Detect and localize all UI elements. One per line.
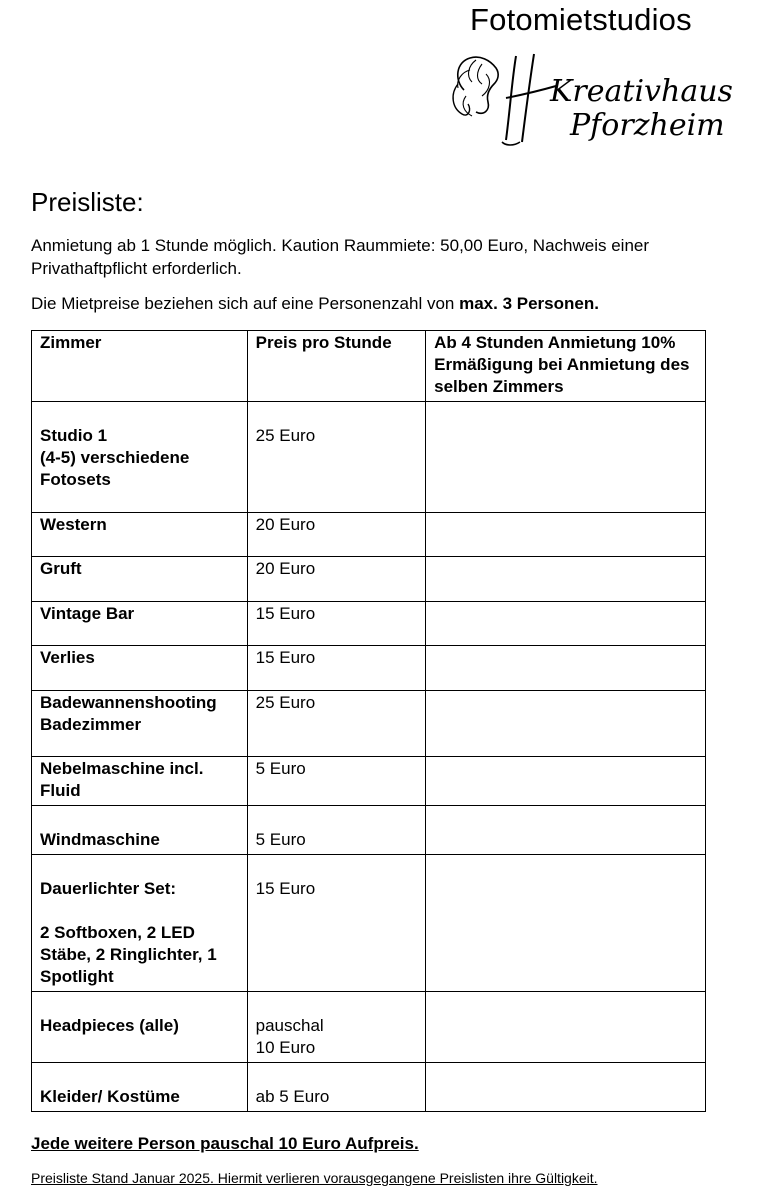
price-cell: 20 Euro — [247, 513, 426, 557]
logo-title: Fotomietstudios — [470, 2, 692, 37]
discount-cell — [426, 557, 706, 602]
discount-cell — [426, 513, 706, 557]
logo-script-kreativhaus: Kreativhaus — [550, 74, 733, 109]
persons-note-bold: max. 3 Personen. — [459, 294, 599, 313]
price-cell: 15 Euro — [247, 646, 426, 691]
price-table — [31, 330, 706, 1112]
table-row — [32, 855, 706, 992]
validity-note: Preisliste Stand Januar 2025. Hiermit verlieren vorausgegangene Preislisten ihre Gültigkeit. — [31, 1170, 598, 1186]
room-cell: Western — [32, 513, 248, 557]
page-title: Preisliste: — [31, 187, 144, 217]
discount-cell — [426, 1063, 706, 1112]
header-room: Zimmer — [32, 331, 248, 402]
price-cell: ab 5 Euro — [247, 1063, 426, 1112]
room-cell: Dauerlichter Set: 2 Softboxen, 2 LED Stäbe, 2 Ringlichter, 1 Spotlight — [32, 855, 248, 992]
room-cell: Kleider/ Kostüme — [32, 1063, 248, 1112]
table-row — [32, 992, 706, 1063]
price-cell: 25 Euro — [247, 691, 426, 757]
room-cell: Studio 1 (4-5) verschiedene Fotosets — [32, 402, 248, 513]
room-cell: Gruft — [32, 557, 248, 602]
discount-cell — [426, 402, 706, 513]
table-row — [32, 602, 706, 646]
table-row — [32, 806, 706, 855]
price-cell: 15 Euro — [247, 602, 426, 646]
discount-cell — [426, 855, 706, 992]
price-cell: 5 Euro — [247, 806, 426, 855]
table-row — [32, 402, 706, 513]
table-row — [32, 646, 706, 691]
discount-cell — [426, 646, 706, 691]
discount-cell — [426, 691, 706, 757]
table-row — [32, 757, 706, 806]
discount-cell — [426, 602, 706, 646]
header-discount: Ab 4 Stunden Anmietung 10% Ermäßigung bei Anmietung des selben Zimmers — [426, 331, 706, 402]
table-row — [32, 557, 706, 602]
room-cell: Vintage Bar — [32, 602, 248, 646]
room-cell: Headpieces (alle) — [32, 992, 248, 1063]
table-row — [32, 1063, 706, 1112]
price-cell: pauschal 10 Euro — [247, 992, 426, 1063]
discount-cell — [426, 992, 706, 1063]
persons-note-text: Die Mietpreise beziehen sich auf eine Personenzahl von — [31, 294, 460, 313]
table-header-row — [32, 331, 706, 402]
price-cell: 20 Euro — [247, 557, 426, 602]
table-row — [32, 513, 706, 557]
table-row — [32, 691, 706, 757]
intro-text: Anmietung ab 1 Stunde möglich. Kaution Raummiete: 50,00 Euro, Nachweis einer Privathaftpflicht erforderlich. — [31, 236, 650, 278]
discount-cell — [426, 806, 706, 855]
surcharge-note: Jede weitere Person pauschal 10 Euro Aufpreis. — [31, 1134, 419, 1153]
room-cell: Nebelmaschine incl. Fluid — [32, 757, 248, 806]
logo-script-pforzheim: Pforzheim — [570, 108, 725, 143]
room-cell: Badewannenshooting Badezimmer — [32, 691, 248, 757]
room-cell: Verlies — [32, 646, 248, 691]
header-price: Preis pro Stunde — [247, 331, 426, 402]
price-cell: 25 Euro — [247, 402, 426, 513]
persons-note — [31, 294, 599, 314]
discount-cell — [426, 757, 706, 806]
price-cell: 5 Euro — [247, 757, 426, 806]
price-cell: 15 Euro — [247, 855, 426, 992]
room-cell: Windmaschine — [32, 806, 248, 855]
studio-logo — [440, 2, 740, 174]
